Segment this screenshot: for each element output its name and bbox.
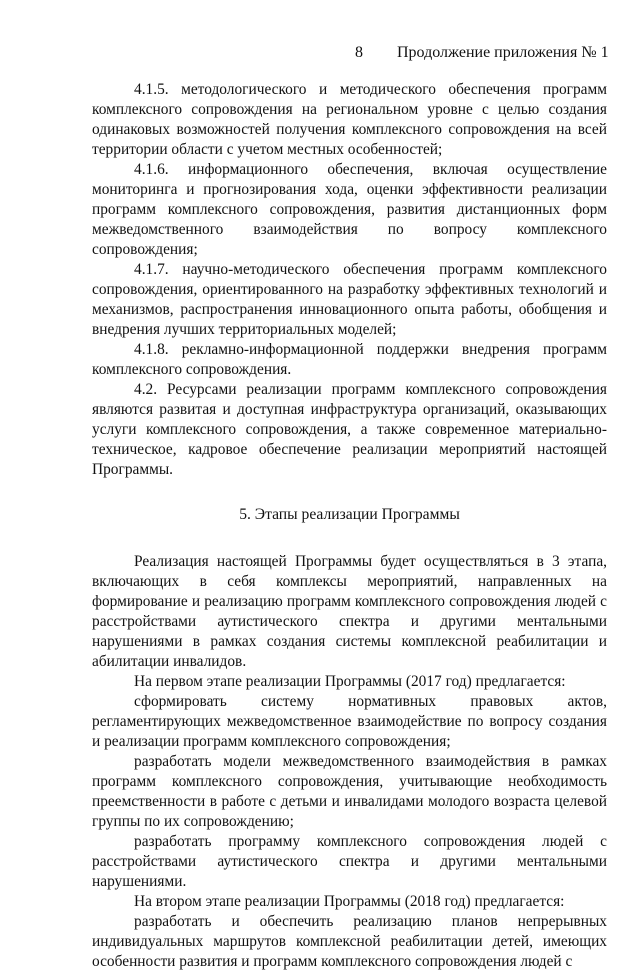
page-number: 8 xyxy=(355,44,363,61)
paragraph-second-stage: На втором этапе реализации Программы (2018 год) предлагается: xyxy=(134,893,565,910)
paragraph-second-stage-item-1: разработать и обеспечить реализацию планов непрерывных индивидуальных маршрутов комплексной реабилитации детей, имеющих особенности развития и программ комплексного сопровождения людей с xyxy=(92,913,607,970)
section-title: 5. Этапы реализации Программы xyxy=(239,506,460,523)
document-body xyxy=(92,80,607,972)
paragraph-4-1-5: 4.1.5. методологического и методического обеспечения программ комплексного сопровождения на региональном уровне с целью создания одинаковых возможностей получения комплексного сопровождения на всей территории области с учетом местных особенностей; xyxy=(92,81,607,158)
paragraph-4-1-8: 4.1.8. рекламно-информационной поддержки внедрения программ комплексного сопровождения. xyxy=(92,341,607,378)
paragraph-4-1-7: 4.1.7. научно-методического обеспечения программ комплексного сопровождения, ориентированного на разработку эффективных технологий и механизмов, распространения инновационного опыта работы, обобщения и внедрения лучших территориальных моделей; xyxy=(92,261,607,338)
paragraph-4-1-6: 4.1.6. информационного обеспечения, включая осуществление мониторинга и прогнозирования хода, оценки эффективности реализации программ комплексного сопровождения, развития дистанционных форм межведомственного взаимодействия по вопросу комплексного сопровождения; xyxy=(92,161,607,258)
paragraph-first-stage-item-2: разработать модели межведомственного взаимодействия в рамках программ комплексного сопровождения, учитывающие необходимость преемственности в работе с детьми и инвалидами молодого возраста целевой группы по их сопровождению; xyxy=(92,753,607,830)
page-header xyxy=(0,44,640,64)
paragraph-first-stage-item-1: сформировать систему нормативных правовых актов, регламентирующих межведомственное взаимодействие по вопросу создания и реализации программ комплексного сопровождения; xyxy=(92,693,607,750)
paragraph-4-2: 4.2. Ресурсами реализации программ комплексного сопровождения являются развитая и доступная инфраструктура организаций, оказывающих услуги комплексного сопровождения, а также современное материально-техническое, кадровое обеспечение реализации мероприятий настоящей Программы. xyxy=(92,381,607,478)
appendix-label: Продолжение приложения № 1 xyxy=(397,44,609,61)
paragraph-first-stage: На первом этапе реализации Программы (2017 год) предлагается: xyxy=(134,673,566,690)
paragraph-stages-intro: Реализация настоящей Программы будет осуществляться в 3 этапа, включающих в себя комплексы мероприятий, направленных на формирование и реализацию программ комплексного сопровождения людей с расстройствами аутистического спектра и другими ментальными нарушениями в рамках создания системы комплексной реабилитации и абилитации инвалидов. xyxy=(92,553,607,670)
paragraph-first-stage-item-3: разработать программу комплексного сопровождения людей с расстройствами аутистического спектра и другими ментальными нарушениями. xyxy=(92,833,607,890)
